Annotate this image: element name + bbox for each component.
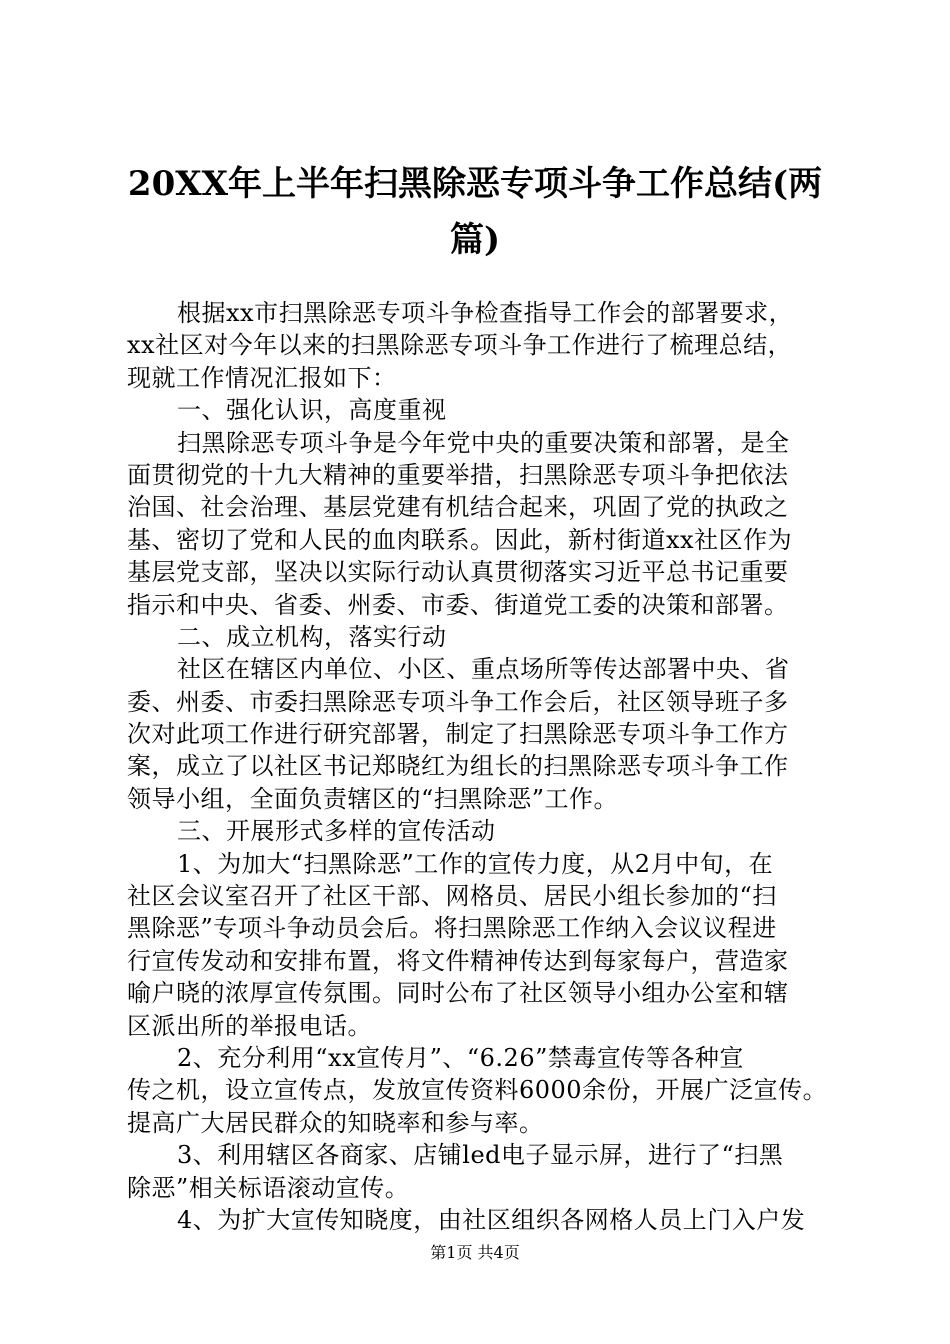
body-text-line: 次对此项工作进行研究部署，制定了扫黑除恶专项斗争工作方 [127, 720, 789, 749]
body-text-line: 治国、社会治理、基层党建有机结合起来，巩固了党的执政之 [127, 493, 789, 522]
page-footer: 第1页 共4页 [430, 1243, 520, 1262]
body-text-line: 根据xx市扫黑除恶专项斗争检查指导工作会的部署要求， [177, 299, 794, 327]
body-text-line: 案，成立了以社区书记郑晓红为组长的扫黑除恶专项斗争工作 [127, 752, 789, 781]
body-text-line: 一、强化认识，高度重视 [177, 396, 447, 425]
document-title-line-1: 20XX年上半年扫黑除恶专项斗争工作总结(两 [127, 164, 823, 204]
body-text-line: 黑除恶”专项斗争动员会后。将扫黑除恶工作纳入会议议程进 [127, 914, 777, 943]
body-text-line: 喻户晓的浓厚宣传氛围。同时公布了社区领导小组办公室和辖 [127, 979, 789, 1008]
body-text-line: 二、成立机构，落实行动 [177, 622, 447, 651]
body-text-line: 三、开展形式多样的宣传活动 [177, 817, 496, 846]
body-text-line: 面贯彻党的十九大精神的重要举措，扫黑除恶专项斗争把依法 [127, 460, 789, 489]
body-text-line: 提高广大居民群众的知晓率和参与率。 [127, 1108, 544, 1137]
body-text-line: 除恶”相关标语滚动宣传。 [127, 1173, 410, 1202]
body-text-line: 委、州委、市委扫黑除恶专项斗争工作会后，社区领导班子多 [127, 687, 789, 716]
body-text-line: 区派出所的举报电话。 [127, 1011, 372, 1040]
body-text-line: 2、充分利用“xx宣传月”、“6.26”禁毒宣传等各种宣 [177, 1043, 744, 1072]
body-text-line: xx社区对今年以来的扫黑除恶专项斗争工作进行了梳理总结， [127, 331, 793, 360]
body-text-line: 社区在辖区内单位、小区、重点场所等传达部署中央、省 [177, 655, 790, 684]
body-text-line: 传之机，设立宣传点，发放宣传资料6000余份，开展广泛宣传。 [127, 1076, 828, 1105]
body-text-line: 1、为加大“扫黑除恶”工作的宣传力度，从2月中旬，在 [177, 849, 774, 878]
document-title-line-2: 篇) [449, 220, 501, 260]
body-text-line: 基、密切了党和人民的血肉联系。因此，新村街道xx社区作为 [127, 525, 793, 554]
body-text-line: 基层党支部，坚决以实际行动认真贯彻落实习近平总书记重要 [127, 558, 789, 587]
body-text-line: 现就工作情况汇报如下： [127, 363, 397, 392]
body-text-line: 行宣传发动和安排布置，将文件精神传达到每家每户，营造家 [127, 946, 789, 975]
body-text-line: 3、利用辖区各商家、店铺led电子显示屏，进行了“扫黑 [177, 1141, 784, 1170]
body-text-line: 4、为扩大宣传知晓度，由社区组织各网格人员上门入户发 [177, 1205, 806, 1234]
body-text-line: 社区会议室召开了社区干部、网格员、居民小组长参加的“扫 [127, 882, 777, 911]
document-body [127, 297, 837, 1236]
body-text-line: 领导小组，全面负责辖区的“扫黑除恶”工作。 [127, 784, 619, 813]
body-text-line: 指示和中央、省委、州委、市委、街道党工委的决策和部署。 [127, 590, 789, 619]
body-text-line: 扫黑除恶专项斗争是今年党中央的重要决策和部署，是全 [177, 428, 790, 457]
